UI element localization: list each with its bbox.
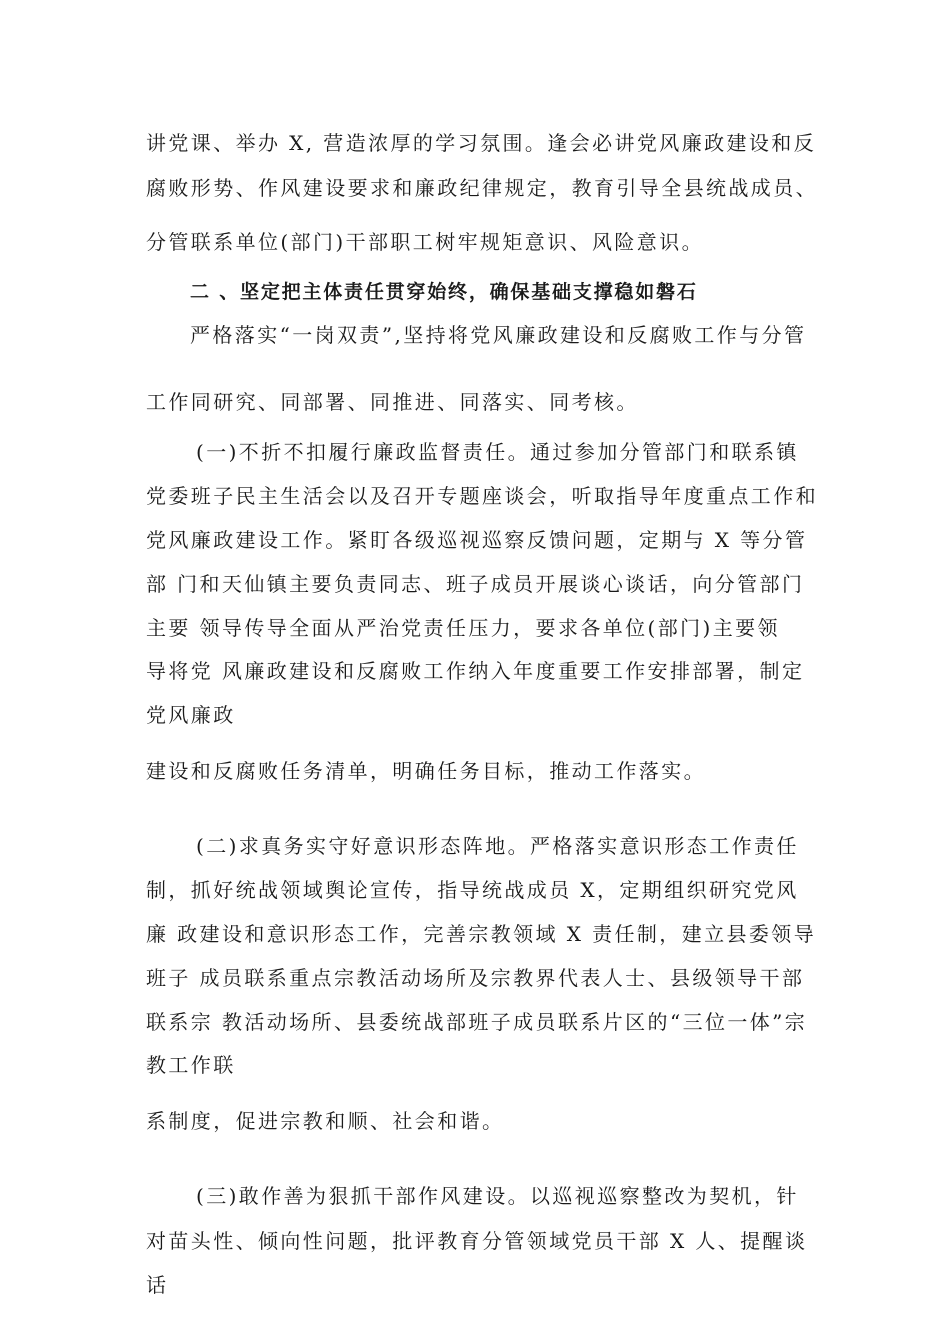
paragraph-line: 系制度，促进宗教和顺、社会和谐。 bbox=[146, 1109, 505, 1133]
paragraph-line: (一)不折不扣履行廉政监督责任。通过参加分管部门和联系镇 bbox=[196, 440, 799, 464]
paragraph-line: 建设和反腐败任务清单，明确任务目标，推动工作落实。 bbox=[146, 759, 706, 783]
paragraph-line: 腐败形势、作风建设要求和廉政纪律规定，教育引导全县统战成员、 bbox=[146, 176, 818, 200]
paragraph-line: 教工作联 bbox=[146, 1053, 236, 1077]
paragraph-line: 主要 领导传导全面从严治党责任压力，要求各单位(部门)主要领 bbox=[146, 616, 780, 640]
section-heading: 二 、坚定把主体责任贯穿始终，确保基础支撑稳如磐石 bbox=[190, 281, 698, 303]
paragraph-line: 党风廉政 bbox=[146, 703, 236, 727]
paragraph-line: (三)敢作善为狠抓干部作风建设。以巡视巡察整改为契机，针 bbox=[196, 1184, 799, 1208]
paragraph-line: 党委班子民主生活会以及召开专题座谈会，听取指导年度重点工作和 bbox=[146, 484, 818, 508]
paragraph-line: 分管联系单位(部门)干部职工树牢规矩意识、风险意识。 bbox=[146, 230, 705, 254]
paragraph-line: 工作同研究、同部署、同推进、同落实、同考核。 bbox=[146, 390, 639, 414]
paragraph-line: 对苗头性、倾向性问题，批评教育分管领域党员干部 X 人、提醒谈 bbox=[146, 1229, 808, 1253]
paragraph-line: 话 bbox=[146, 1273, 169, 1297]
paragraph-line: 部 门和天仙镇主要负责同志、班子成员开展谈心谈话，向分管部门 bbox=[146, 572, 805, 596]
paragraph-line: 严格落实“一岗双责”,坚持将党风廉政建设和反腐败工作与分管 bbox=[190, 323, 807, 347]
paragraph-line: 联系宗 教活动场所、县委统战部班子成员联系片区的“三位一体”宗 bbox=[146, 1010, 808, 1034]
paragraph-line: 党风廉政建设工作。紧盯各级巡视巡察反馈问题，定期与 X 等分管 bbox=[146, 528, 808, 552]
paragraph-line: 制，抓好统战领域舆论宣传，指导统战成员 X，定期组织研究党风 bbox=[146, 878, 799, 902]
paragraph-line: 廉 政建设和意识形态工作，完善宗教领域 X 责任制，建立县委领导 bbox=[146, 922, 817, 946]
paragraph-line: (二)求真务实守好意识形态阵地。严格落实意识形态工作责任 bbox=[196, 834, 799, 858]
paragraph-line: 班子 成员联系重点宗教活动场所及宗教界代表人士、县级领导干部 bbox=[146, 966, 805, 990]
paragraph-line: 导将党 风廉政建设和反腐败工作纳入年度重要工作安排部署，制定 bbox=[146, 659, 805, 683]
paragraph-line: 讲党课、举办 X, 营造浓厚的学习氛围。逢会必讲党风廉政建设和反 bbox=[146, 131, 817, 155]
